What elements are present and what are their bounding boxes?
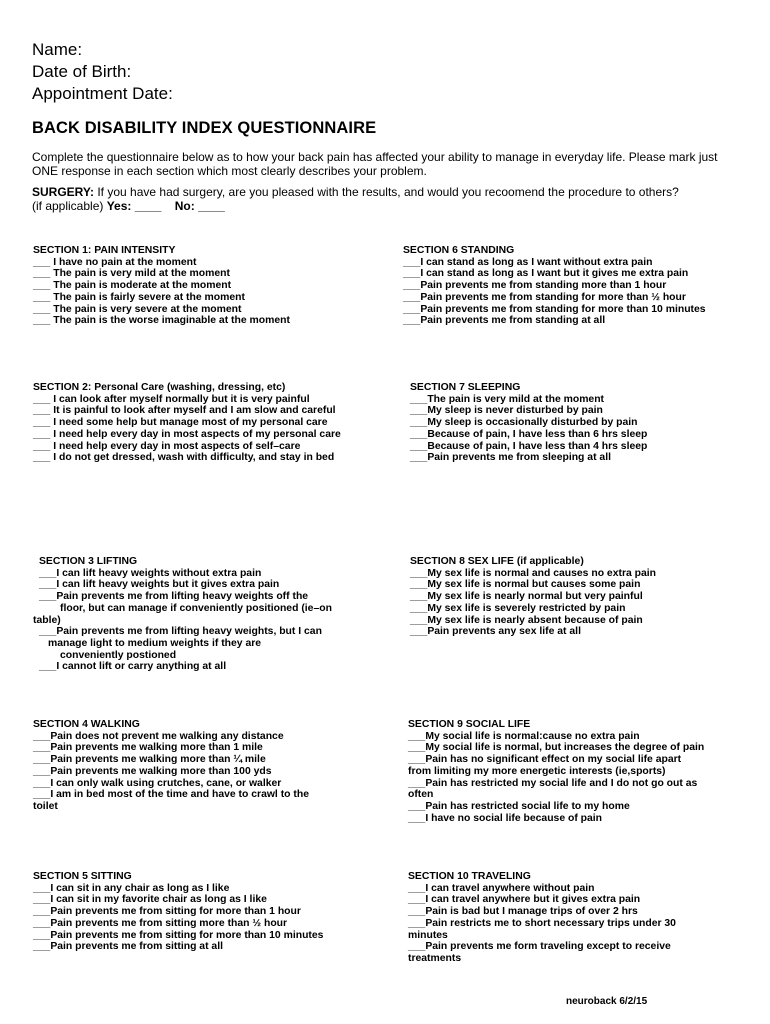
option-item[interactable]: ___Because of pain, I have less than 6 hrs sleep — [410, 428, 648, 440]
option-item[interactable]: ___ The pain is very severe at the moment — [33, 303, 242, 315]
section-sleeping — [410, 382, 730, 464]
option-item[interactable]: ___ I need help every day in most aspects of my personal care — [33, 428, 341, 440]
option-item[interactable]: ___I can sit in my favorite chair as long as I like — [33, 894, 267, 906]
section-standing — [403, 245, 733, 327]
section-heading: SECTION 9 SOCIAL LIFE — [408, 719, 531, 730]
section-heading: SECTION 1: PAIN INTENSITY — [33, 245, 176, 256]
option-item-continuation: table) — [33, 614, 61, 626]
option-item[interactable]: ___I can lift heavy weights but it gives extra pain — [39, 579, 280, 591]
section-heading: SECTION 4 WALKING — [33, 719, 140, 730]
option-item[interactable]: ___The pain is very mild at the moment — [410, 393, 605, 405]
option-item[interactable]: ___I can travel anywhere without pain — [408, 882, 595, 894]
option-item[interactable]: ___Pain prevents me from sitting at all — [33, 941, 223, 953]
option-item[interactable]: ___I cannot lift or carry anything at all — [39, 661, 227, 673]
option-item[interactable]: ___My sleep is never disturbed by pain — [410, 405, 603, 417]
option-item-continuation: from limiting my more energetic interests (ie,sports) — [408, 765, 666, 777]
section-lifting — [33, 556, 373, 673]
option-item[interactable]: ___Pain has restricted social life to my home — [408, 800, 630, 812]
surgery-no-field[interactable]: No: ____ — [174, 198, 225, 213]
option-item[interactable]: ___ The pain is fairly severe at the moment — [33, 291, 245, 303]
option-item-continuation: manage light to medium weights if they are — [48, 637, 262, 649]
option-item[interactable]: ___Pain prevents me form traveling except to receive — [408, 941, 671, 953]
option-item[interactable]: ___Pain prevents me from sitting more than ½ hour — [33, 917, 288, 929]
section-heading: SECTION 8 SEX LIFE (if applicable) — [410, 556, 584, 567]
option-item[interactable]: ___Pain has restricted my social life and I do not go out as — [408, 777, 698, 789]
option-item[interactable]: ___Pain prevents me from sitting for more than 1 hour — [33, 906, 301, 918]
option-item[interactable]: ___ I do not get dressed, wash with difficulty, and stay in bed — [33, 452, 335, 464]
option-item[interactable]: ___Pain is bad but I manage trips of over 2 hrs — [408, 906, 638, 918]
option-item[interactable]: ___Pain prevents me from standing for more than ½ hour — [403, 291, 686, 303]
surgery-applicable-text: (if applicable) — [32, 198, 107, 213]
option-item[interactable]: ___Pain prevents me from sleeping at all — [410, 452, 611, 464]
surgery-yes-field[interactable]: Yes: ____ — [106, 198, 162, 213]
surgery-question-text: If you have had surgery, are you pleased with the results, and would you recoomend the procedure to others? — [94, 185, 679, 199]
option-item[interactable]: ___My sex life is normal and causes no extra pain — [410, 567, 657, 579]
option-item[interactable]: ___Pain does not prevent me walking any distance — [33, 730, 284, 742]
option-item[interactable]: ___Pain prevents me from sitting for more than 10 minutes — [33, 929, 324, 941]
option-item[interactable]: ___My sleep is occasionally disturbed by pain — [410, 417, 638, 429]
option-item[interactable]: ___I can sit in any chair as long as I like — [33, 882, 230, 894]
option-item[interactable]: ___Pain prevents me walking more than 100 yds — [33, 765, 272, 777]
section-heading: SECTION 7 SLEEPING — [410, 382, 521, 393]
option-item[interactable]: ___ The pain is the worse imaginable at the moment — [33, 315, 290, 327]
section-heading: SECTION 3 LIFTING — [39, 556, 138, 567]
option-item[interactable]: ___My social life is normal, but increases the degree of pain — [408, 742, 705, 754]
instructions-text: Complete the questionnaire below as to how your back pain has affected your ability to manage in everyday life. Please mark just ONE response in each section which most clearly describes your problem. — [32, 150, 718, 178]
option-item[interactable]: ___I am in bed most of the time and have to crawl to the — [33, 789, 309, 801]
section-sex-life — [410, 556, 730, 638]
option-item[interactable]: ___I can travel anywhere but it gives extra pain — [408, 894, 641, 906]
option-item[interactable]: ___ I need help every day in most aspects of self–care — [33, 440, 301, 452]
section-personal-care — [33, 382, 358, 464]
option-item[interactable]: ___Pain prevents me from lifting heavy weights, but I can — [39, 626, 322, 638]
option-item-continuation: often — [408, 789, 434, 801]
option-item[interactable]: ___I can stand as long as I want but it gives me extra pain — [403, 268, 689, 280]
page-title: BACK DISABILITY INDEX QUESTIONNAIRE — [32, 119, 377, 137]
option-item-continuation: floor, but can manage if conveniently positioned (ie–on — [60, 602, 332, 614]
option-item[interactable]: ___Pain prevents me walking more than 1 mile — [33, 742, 263, 754]
option-item[interactable]: ___ I can look after myself normally but it is very painful — [33, 393, 310, 405]
option-item[interactable]: ___My sex life is normal but causes some pain — [410, 579, 641, 591]
section-pain-intensity — [33, 245, 363, 327]
option-item[interactable]: ___Pain prevents me from lifting heavy weights off the — [39, 591, 309, 603]
option-item-continuation: treatments — [408, 952, 462, 964]
option-item-continuation: toilet — [33, 800, 58, 812]
footer-label: neuroback 6/2/15 — [566, 996, 648, 1007]
option-item[interactable]: ___Pain has no significant effect on my social life apart — [408, 754, 682, 766]
option-item[interactable]: ___I can lift heavy weights without extra pain — [39, 567, 262, 579]
option-item[interactable]: ___ It is painful to look after myself and I am slow and careful — [33, 405, 336, 417]
section-heading: SECTION 10 TRAVELING — [408, 871, 531, 882]
option-item[interactable]: ___My social life is normal:cause no extra pain — [408, 730, 640, 742]
surgery-label: SURGERY: — [32, 185, 95, 199]
section-heading: SECTION 5 SITTING — [33, 871, 132, 882]
name-label: Name: — [32, 40, 83, 59]
option-item[interactable]: ___ I need some help but manage most of my personal care — [33, 417, 328, 429]
option-item[interactable]: ___ The pain is moderate at the moment — [33, 280, 232, 292]
appointment-date-label: Appointment Date: — [32, 84, 173, 103]
option-item[interactable]: ___I can stand as long as I want without extra pain — [403, 256, 653, 268]
option-item[interactable]: ___I have no social life because of pain — [408, 812, 603, 824]
option-item[interactable]: ___My sex life is nearly normal but very painful — [410, 591, 643, 603]
option-item[interactable]: ___My sex life is nearly absent because of pain — [410, 614, 643, 626]
option-item[interactable]: ___Pain prevents me from standing at all — [403, 315, 606, 327]
section-social-life — [408, 719, 743, 824]
section-heading: SECTION 6 STANDING — [403, 245, 515, 256]
section-sitting — [33, 871, 363, 953]
option-item[interactable]: ___Pain prevents any sex life at all — [410, 626, 581, 638]
option-item[interactable]: ___Pain prevents me from standing more than 1 hour — [403, 280, 667, 292]
option-item[interactable]: ___I can only walk using crutches, cane, or walker — [33, 777, 282, 789]
option-item[interactable]: ___Because of pain, I have less than 4 hrs sleep — [410, 440, 648, 452]
section-traveling — [408, 871, 738, 965]
option-item-continuation: conveniently postioned — [60, 649, 177, 661]
option-item-continuation: minutes — [408, 929, 448, 941]
option-item[interactable]: ___Pain prevents me walking more than ¼ mile — [33, 754, 266, 766]
section-heading: SECTION 2: Personal Care (washing, dressing, etc) — [33, 382, 286, 393]
section-walking — [33, 719, 363, 813]
option-item[interactable]: ___Pain prevents me from standing for more than 10 minutes — [403, 303, 706, 315]
option-item[interactable]: ___ I have no pain at the moment — [33, 256, 197, 268]
surgery-question — [32, 186, 732, 213]
option-item[interactable]: ___ The pain is very mild at the moment — [33, 268, 230, 280]
date-of-birth-label: Date of Birth: — [32, 62, 132, 81]
option-item[interactable]: ___Pain restricts me to short necessary trips under 30 — [408, 917, 676, 929]
option-item[interactable]: ___My sex life is severely restricted by pain — [410, 602, 626, 614]
